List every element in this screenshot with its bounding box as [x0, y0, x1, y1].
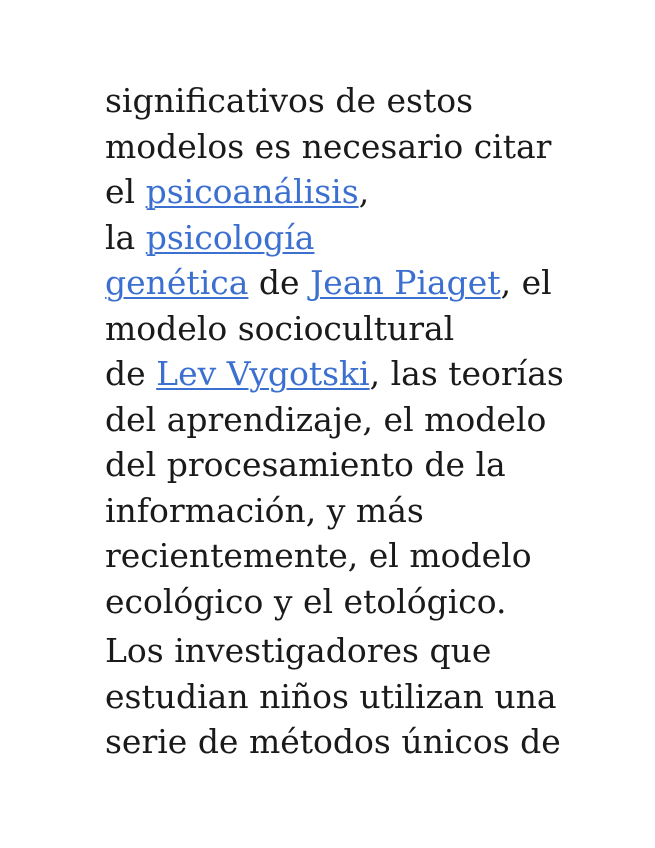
- text-line: [105, 397, 605, 443]
- text-span: de: [248, 263, 311, 302]
- text-line: [105, 579, 605, 625]
- text-span: ,: [358, 172, 370, 211]
- link-lev-vygotski[interactable]: Lev Vygotski: [156, 354, 370, 393]
- text-line: [105, 78, 605, 124]
- text-line: [105, 260, 605, 306]
- text-span: del aprendizaje, el modelo: [105, 399, 547, 439]
- text-line: [105, 674, 605, 720]
- text-span: el: [105, 172, 146, 211]
- text-span: serie de métodos únicos de: [105, 722, 561, 761]
- text-line: [105, 442, 605, 488]
- link-jean-piaget[interactable]: Jean Piaget: [310, 263, 501, 302]
- text-span: del procesamiento de la: [105, 445, 506, 484]
- text-line: [105, 628, 605, 674]
- text-line: [105, 124, 605, 170]
- text-span: , el: [500, 263, 552, 302]
- text-span: estudian niños utilizan una: [105, 676, 557, 716]
- text-span: , las teorías: [369, 354, 564, 393]
- text-line: [105, 533, 605, 579]
- text-span: recientemente, el modelo: [105, 536, 532, 575]
- text-span: modelos es necesario citar: [105, 126, 552, 166]
- link-psicologia-genetica[interactable]: psicología: [145, 217, 315, 257]
- text-span: modelo sociocultural: [105, 308, 455, 348]
- text-line: [105, 488, 605, 534]
- text-line: [105, 215, 605, 261]
- text-span: Los investigadores que: [105, 631, 492, 670]
- text-span: significativos de estos: [105, 81, 474, 120]
- link-psicologia-genetica-cont[interactable]: genética: [105, 263, 249, 302]
- link-psicoanalisis[interactable]: psicoanálisis: [145, 172, 359, 211]
- body-text: [105, 78, 605, 765]
- text-span: información, y más: [105, 490, 424, 530]
- text-line: [105, 169, 605, 215]
- text-line: [105, 351, 605, 397]
- text-line: [105, 306, 605, 352]
- text-span: de: [105, 354, 157, 393]
- text-line: [105, 719, 605, 765]
- text-span: ecológico y el etológico.: [105, 581, 507, 621]
- text-span: la: [105, 217, 146, 257]
